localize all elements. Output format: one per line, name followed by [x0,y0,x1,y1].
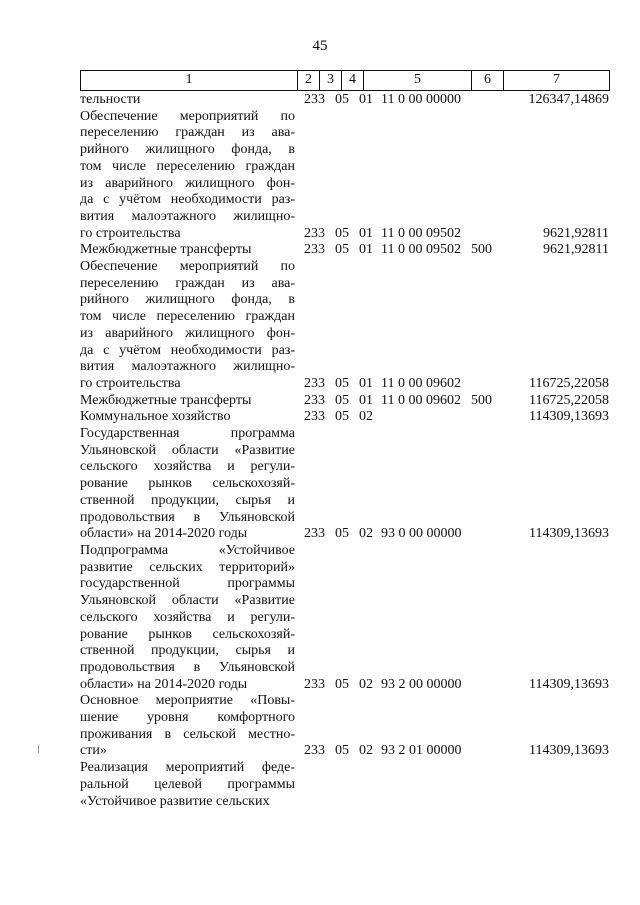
description-line: развитие сельских территорий» [80,559,295,575]
cell-grbs: 233 [304,676,325,692]
cell-subsection: 02 [359,409,373,425]
description-line: Коммунальное хозяйство [80,409,231,425]
cell-grbs: 233 [304,526,325,542]
description-line: вития малоэтажного жилищно- [80,208,295,224]
cell-subsection: 01 [359,392,373,408]
description-line: Реализация мероприятий феде- [80,760,295,776]
description-line: шение уровня комфортного [80,710,295,726]
cell-grbs: 233 [304,409,325,425]
cell-amount: 114309,13693 [529,409,609,425]
cell-target-article: 11 0 00 09602 [381,392,461,408]
description-line: Государственная программа [80,426,295,442]
description-line: ственной продукции, сырья и [80,492,295,508]
header-col-6: 6 [472,71,504,90]
description-line: го строительства [80,225,181,241]
cell-section: 05 [335,225,349,241]
row-description [80,543,295,693]
page-number: 45 [312,38,328,54]
description-line: том числе переселению граждан [80,158,295,174]
table-row [80,92,610,109]
cell-amount: 126347,14869 [528,92,609,107]
description-line: Подпрограмма «Устойчивое [80,542,295,558]
cell-subsection: 01 [359,92,373,107]
cell-subsection: 01 [359,375,373,391]
row-description [80,242,295,259]
cell-grbs: 233 [304,375,325,391]
description-line: Ульяновской области «Развитие [80,442,295,458]
row-description [80,760,295,810]
description-line: сельского хозяйства и регули- [80,609,295,625]
row-description [80,393,295,410]
description-line: рование рынков сельскохозяй- [80,476,295,492]
cell-grbs: 233 [304,92,325,107]
cell-grbs: 233 [304,225,325,241]
cell-subsection: 02 [359,526,373,542]
cell-subsection: 01 [359,225,373,241]
table-row [80,393,610,410]
cell-subsection: 01 [359,242,373,258]
scan-mark [38,745,39,753]
cell-amount: 114309,13693 [529,676,609,692]
description-line: Обеспечение мероприятий по [80,108,295,124]
cell-section: 05 [335,526,349,542]
cell-target-article: 11 0 00 00000 [381,92,461,107]
description-line: из аварийного жилищного фон- [80,175,295,191]
description-line: Основное мероприятие «Повы- [80,693,295,709]
cell-amount: 114309,13693 [529,526,609,542]
cell-expense-type: 500 [471,392,492,408]
cell-amount: 9621,92811 [543,242,609,258]
table-row [80,543,610,693]
cell-amount: 116725,22058 [529,392,609,408]
row-description [80,426,295,543]
description-line: Межбюджетные трансферты [80,242,252,258]
description-line: Межбюджетные трансферты [80,392,252,408]
description-line: продовольствия в Ульяновской [80,509,295,525]
cell-target-article: 93 0 00 00000 [381,526,462,542]
description-line: «Устойчивое развитие сельских [80,793,270,809]
cell-grbs: 233 [304,743,325,759]
header-col-2: 2 [298,71,320,90]
description-line: Ульяновской области «Развитие [80,593,295,609]
cell-grbs: 233 [304,242,325,258]
cell-amount: 116725,22058 [529,375,609,391]
description-line: проживания в сельской местно- [80,726,295,742]
header-col-7: 7 [553,72,560,87]
cell-section: 05 [335,375,349,391]
cell-target-article: 11 0 00 09602 [381,375,461,391]
description-line: сти» [80,743,107,759]
row-description [80,92,295,109]
description-line: ральной целевой программы [80,776,295,792]
cell-subsection: 02 [359,676,373,692]
table-row [80,426,610,543]
description-line: го строительства [80,375,181,391]
cell-grbs: 233 [304,392,325,408]
description-line: рийного жилищного фонда, в [80,292,295,308]
description-line: да с учётом необходимости раз- [80,192,295,208]
header-col-5: 5 [364,71,472,90]
table-body [80,92,610,810]
description-line: ственной продукции, сырья и [80,643,295,659]
header-col-3: 3 [320,71,342,90]
table-row [80,409,610,426]
cell-section: 05 [335,676,349,692]
cell-target-article: 93 2 00 00000 [381,676,462,692]
cell-section: 05 [335,409,349,425]
table-header [80,70,610,91]
table-row [80,259,610,393]
description-line: области» на 2014-2020 годы [80,676,248,692]
description-line: государственной программы [80,576,295,592]
description-line: из аварийного жилищного фон- [80,325,295,341]
description-line: рийного жилищного фонда, в [80,142,295,158]
description-line: Обеспечение мероприятий по [80,259,295,275]
cell-section: 05 [335,242,349,258]
description-line: да с учётом необходимости раз- [80,342,295,358]
description-line: сельского хозяйства и регули- [80,459,295,475]
cell-section: 05 [335,92,349,107]
description-line: продовольствия в Ульяновской [80,659,295,675]
description-line: переселению граждан из ава- [80,125,295,141]
row-description [80,409,295,426]
row-description [80,693,295,760]
row-description [80,109,295,243]
row-description [80,259,295,393]
table-row [80,693,610,760]
description-line: том числе переселению граждан [80,309,295,325]
header-col-4: 4 [342,71,364,90]
table-row [80,242,610,259]
cell-amount: 9621,92811 [543,225,609,241]
cell-expense-type: 500 [471,242,492,258]
description-line: тельности [80,92,141,107]
table-row [80,109,610,243]
description-line: переселению граждан из ава- [80,275,295,291]
cell-target-article: 11 0 00 09502 [381,225,461,241]
cell-target-article: 11 0 00 09502 [381,242,461,258]
description-line: рование рынков сельскохозяй- [80,626,295,642]
description-line: области» на 2014-2020 годы [80,526,248,542]
cell-subsection: 02 [359,743,373,759]
header-col-1: 1 [81,71,298,90]
cell-amount: 114309,13693 [529,743,609,759]
description-line: вития малоэтажного жилищно- [80,359,295,375]
table-row [80,760,610,810]
cell-section: 05 [335,392,349,408]
cell-section: 05 [335,743,349,759]
cell-target-article: 93 2 01 00000 [381,743,462,759]
